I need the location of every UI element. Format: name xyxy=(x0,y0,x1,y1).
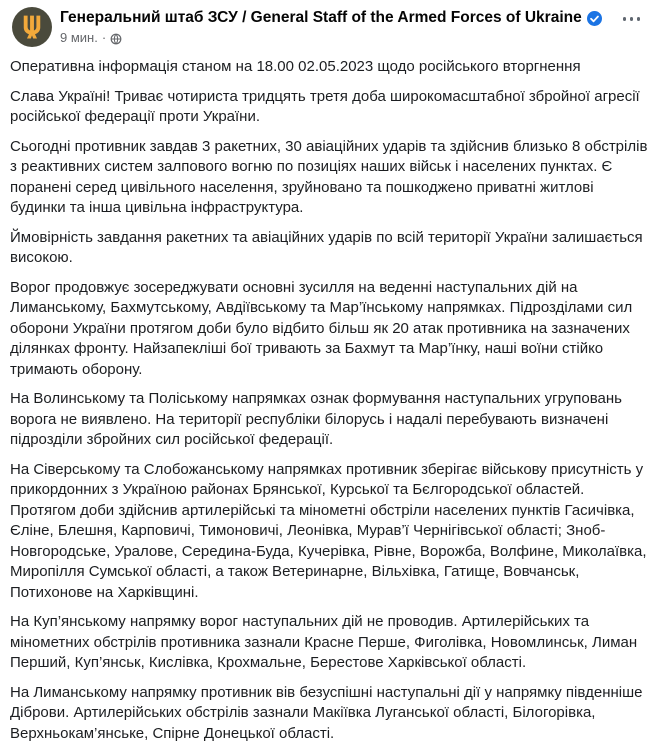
verified-badge-icon xyxy=(587,11,602,26)
ellipsis-icon xyxy=(623,17,641,21)
post-paragraph: На Волинському та Поліському напрямках ознак формування наступальних угруповань ворога не виявлено. На території республіки білорусь і надалі перебувають визначені підрозділи збройних сил російської федерації. xyxy=(10,389,648,451)
page-avatar[interactable] xyxy=(12,7,52,47)
page-name-link[interactable]: Генеральний штаб ЗСУ / General Staff of the Armed Forces of Ukraine xyxy=(60,7,582,28)
post-paragraph: На Сіверському та Слобожанському напрямках противник зберігає військову присутність у прикордонних з Україною районах Брянської, Курської та Бєлгородської областей. Протягом доби здійснив артилерійські та мінометні обстріли населених пунктів Гасичівка, Єліне, Блешня, Карповичі, Тимоновичі, Леонівка, Мурав’ї Чернігівської області; Зноб-Новгородське, Уралове, Середина-Буда, Кучерівка, Рівне, Ворожба, Волфине, Миколаївка, Миропілля Сумської області, а також Ветеринарне, Вільхівка, Гатище, Вовчанськ, Потихонове на Харківщині. xyxy=(10,460,648,604)
post-paragraph: Сьогодні противник завдав 3 ракетних, 30 авіаційних ударів та здійснив близько 8 обстрілів з реактивних систем залпового вогню по позиціях наших військ і населених пунктах. Є поранені серед цивільного населення, зруйновано та пошкоджено приватні житлові будинки та інша цивільна інфраструктура. xyxy=(10,137,648,219)
post-paragraph: На Куп’янському напрямку ворог наступальних дій не проводив. Артилерійських та мінометних обстрілів противника зазнали Красне Перше, Фиголівка, Новомлинськ, Лиман Перший, Куп’янськ, Кислівка, Крохмальне, Берестове Харківської області. xyxy=(10,612,648,674)
meta-separator: · xyxy=(102,30,106,46)
post-paragraph: Слава Україні! Триває чотириста тридцять третя доба широкомасштабної збройної агресії російської федерації проти України. xyxy=(10,87,648,128)
more-options-button[interactable] xyxy=(617,7,647,27)
globe-icon xyxy=(110,33,122,45)
post-timestamp[interactable]: 9 мин. xyxy=(60,30,98,46)
ukraine-trident-icon xyxy=(21,14,43,41)
post-body xyxy=(0,47,658,744)
post-meta-row xyxy=(60,30,617,46)
post-paragraph: Ймовірність завдання ракетних та авіаційних ударів по всій території України залишається високою. xyxy=(10,228,648,269)
name-row xyxy=(60,7,617,28)
header-text-block xyxy=(60,7,617,46)
post-paragraph: Оперативна інформація станом на 18.00 02.05.2023 щодо російського вторгнення xyxy=(10,57,648,78)
post-paragraph: На Лиманському напрямку противник вів безуспішні наступальні дії у напрямку південніше Діброви. Артилерійських обстрілів зазнали Макіївка Луганської області, Білогорівка, Верхньокам’янське, Спірне Донецької області. xyxy=(10,683,648,744)
post-header xyxy=(0,0,658,47)
post-paragraph: Ворог продовжує зосереджувати основні зусилля на веденні наступальних дій на Лиманському, Бахмутському, Авдіївському та Мар’їнському напрямках. Підрозділами сил оборони України протягом доби було відбито більш як 20 атак противника на зазначених ділянках фронту. Найзапекліші бої тривають за Бахмут та Мар’їнку, наші воїни стійко тримають оборону. xyxy=(10,278,648,381)
